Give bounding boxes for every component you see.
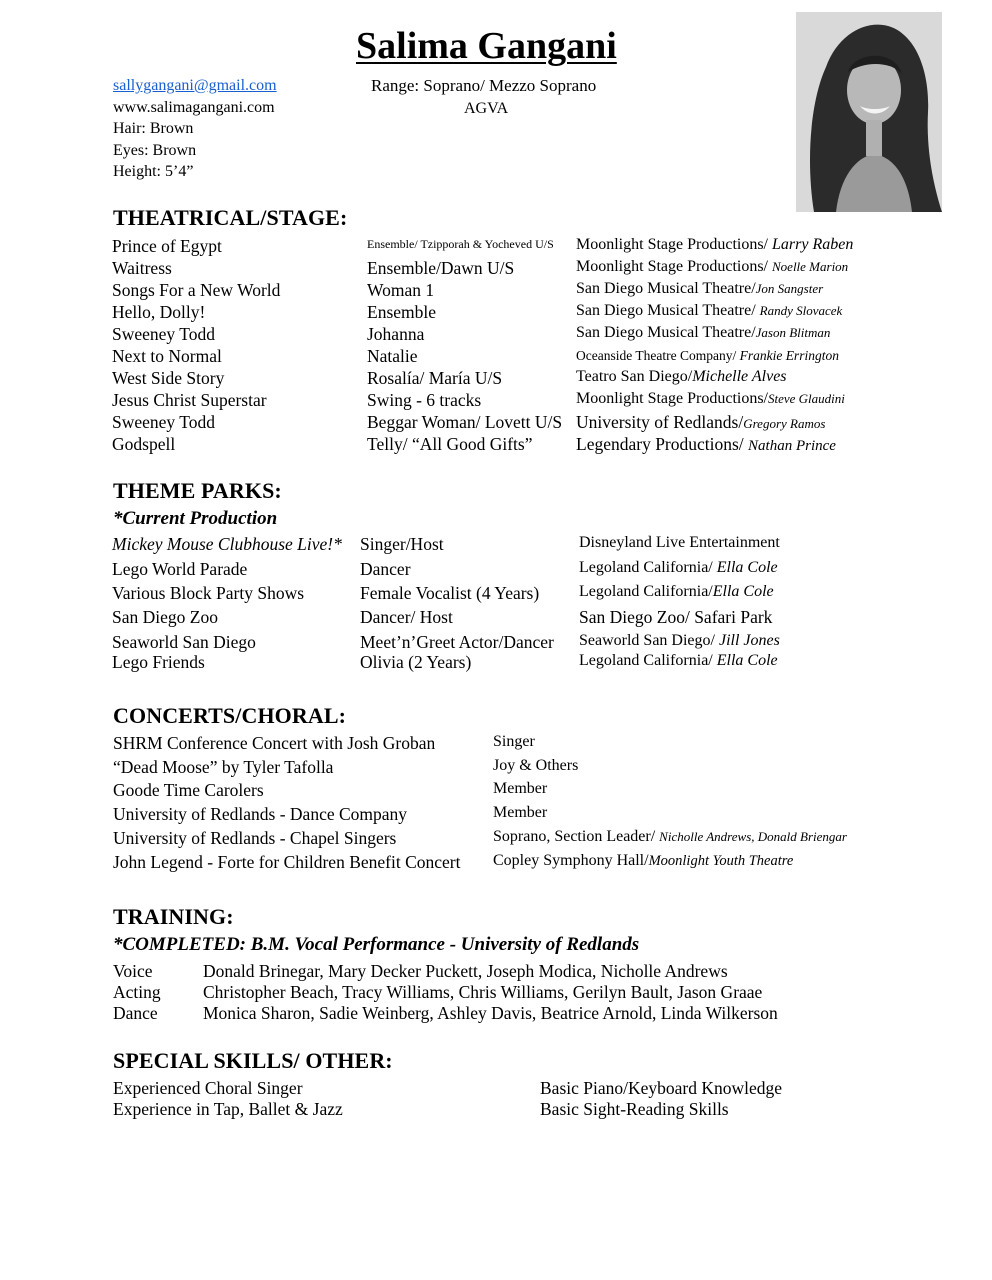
director: Gregory Ramos (743, 416, 826, 431)
director: Nicholle Andrews, Donald Briengar (659, 829, 847, 844)
company-name: Legoland California/ (579, 559, 717, 576)
website-text: www.salimagangani.com (113, 98, 275, 116)
director: Nathan Prince (748, 438, 836, 454)
role: Member (493, 780, 548, 797)
role: Ensemble/Dawn U/S (367, 258, 515, 278)
theme-parks-table (112, 534, 992, 674)
degree-note: *COMPLETED: B.M. Vocal Performance - University of Redlands (113, 934, 640, 955)
role: Johanna (367, 324, 425, 344)
role: Dancer/ Host (360, 607, 453, 627)
company-name: Legoland California/ (579, 652, 717, 669)
headshot-illustration (796, 12, 942, 212)
company (576, 324, 830, 342)
company (576, 348, 839, 364)
company (579, 632, 780, 650)
company (579, 583, 774, 601)
role (493, 852, 793, 870)
company-name: Legendary Productions/ (576, 434, 749, 454)
role: Joy & Others (493, 757, 579, 774)
theatrical-table (112, 236, 992, 461)
company: Disneyland Live Entertainment (579, 534, 780, 551)
company-name: Teatro San Diego/ (576, 368, 693, 385)
section-title-theme-parks: THEME PARKS: (113, 478, 282, 503)
role-name: Copley Symphony Hall/ (493, 852, 649, 869)
concerts-table (113, 733, 983, 878)
hair-text: Hair: Brown (113, 120, 194, 137)
contact-block (113, 75, 277, 183)
event: University of Redlands - Dance Company (113, 804, 408, 824)
director: Michelle Alves (692, 368, 787, 385)
skills-list (113, 1078, 983, 1122)
director: Randy Slovacek (759, 303, 843, 318)
company-name: Moonlight Stage Productions/ (576, 236, 772, 253)
role: Singer (493, 733, 535, 750)
email-link[interactable]: sallygangani@gmail.com (113, 77, 277, 94)
show-title: Seaworld San Diego (112, 632, 256, 652)
company (576, 368, 787, 386)
company-name: San Diego Musical Theatre/ (576, 324, 756, 341)
show-title: Mickey Mouse Clubhouse Live!* (112, 534, 342, 554)
section-title-concerts: CONCERTS/CHORAL: (113, 703, 347, 728)
company (576, 258, 848, 276)
show-title: Jesus Christ Superstar (112, 390, 267, 410)
role: Dancer (360, 559, 411, 579)
director: Jon Sangster (755, 281, 824, 296)
show-title: Hello, Dolly! (112, 302, 206, 322)
role: Ensemble (367, 302, 437, 322)
company-name: Moonlight Stage Productions/ (576, 258, 772, 275)
director: Larry Raben (772, 236, 854, 253)
company-name: Oceanside Theatre Company/ (576, 348, 740, 363)
company-name: Seaworld San Diego/ (579, 632, 719, 649)
show-title: Lego Friends (112, 652, 205, 672)
role: Meet’n’Greet Actor/Dancer (360, 632, 554, 652)
company (576, 302, 842, 320)
event: “Dead Moose” by Tyler Tafolla (113, 757, 334, 777)
company (579, 559, 778, 577)
director: Ella Cole (712, 583, 774, 600)
union-text: AGVA (464, 100, 509, 117)
director: Ella Cole (716, 652, 778, 669)
show-title: San Diego Zoo (112, 607, 218, 627)
director: Moonlight Youth Theatre (648, 853, 794, 869)
role: Member (493, 804, 548, 821)
show-title: Next to Normal (112, 346, 222, 366)
show-title: Songs For a New World (112, 280, 281, 300)
height-text: Height: 5’4” (113, 163, 194, 180)
skill: Experienced Choral Singer (113, 1078, 303, 1098)
training-table (113, 961, 983, 1027)
company-name: Moonlight Stage Productions/ (576, 390, 768, 407)
event: Goode Time Carolers (113, 780, 264, 800)
show-title: Lego World Parade (112, 559, 248, 579)
skill: Basic Piano/Keyboard Knowledge (540, 1078, 783, 1098)
section-title-theatrical: THEATRICAL/STAGE: (113, 205, 348, 230)
role-name: Soprano, Section Leader/ (493, 828, 660, 845)
company (576, 434, 836, 455)
eyes-text: Eyes: Brown (113, 141, 197, 159)
director: Frankie Errington (739, 348, 839, 363)
event: University of Redlands - Chapel Singers (113, 828, 397, 848)
show-title: Sweeney Todd (112, 412, 215, 432)
resume-name: Salima Gangani (356, 25, 617, 67)
company-name: University of Redlands/ (576, 412, 744, 432)
show-title: Godspell (112, 434, 176, 454)
show-title: Sweeney Todd (112, 324, 215, 344)
director: Steve Glaudini (768, 391, 845, 406)
show-title: Waitress (112, 258, 172, 278)
company: San Diego Zoo/ Safari Park (579, 607, 773, 627)
section-title-skills: SPECIAL SKILLS/ OTHER: (113, 1048, 393, 1073)
section-title-training: TRAINING: (113, 904, 234, 929)
company-name: Legoland California/ (579, 583, 713, 600)
role: Beggar Woman/ Lovett U/S (367, 412, 563, 432)
show-title: West Side Story (112, 368, 225, 388)
director: Jason Blitman (755, 325, 831, 340)
role: Woman 1 (367, 280, 435, 300)
teachers: Monica Sharon, Sadie Weinberg, Ashley Davis, Beatrice Arnold, Linda Wilkerson (203, 1003, 778, 1023)
training-area: Dance (113, 1003, 158, 1023)
training-area: Voice (113, 961, 153, 981)
role: Olivia (2 Years) (360, 652, 472, 672)
skill: Experience in Tap, Ballet & Jazz (113, 1099, 343, 1119)
director: Noelle Marion (772, 259, 849, 274)
company (576, 236, 853, 254)
show-title: Various Block Party Shows (112, 583, 305, 603)
role: Swing - 6 tracks (367, 390, 482, 410)
company (576, 412, 825, 433)
role: Female Vocalist (4 Years) (360, 583, 540, 603)
role: Singer/Host (360, 534, 444, 554)
teachers: Donald Brinegar, Mary Decker Puckett, Joseph Modica, Nicholle Andrews (203, 961, 728, 981)
headshot-photo (796, 12, 942, 212)
company (579, 652, 778, 670)
event: SHRM Conference Concert with Josh Groban (113, 733, 436, 753)
training-area: Acting (113, 982, 161, 1002)
skill: Basic Sight-Reading Skills (540, 1099, 729, 1119)
current-production-note: *Current Production (113, 508, 278, 529)
role: Rosalía/ María U/S (367, 368, 503, 388)
company (576, 280, 823, 298)
company (576, 390, 845, 408)
director: Ella Cole (716, 559, 778, 576)
vocal-range: Range: Soprano/ Mezzo Soprano (371, 76, 597, 95)
show-title: Prince of Egypt (112, 236, 222, 256)
role: Telly/ “All Good Gifts” (367, 434, 533, 454)
role (493, 828, 847, 846)
company-name: San Diego Musical Theatre/ (576, 302, 760, 319)
role: Ensemble/ Tzipporah & Yocheved U/S (367, 237, 554, 251)
company-name: San Diego Musical Theatre/ (576, 280, 756, 297)
event: John Legend - Forte for Children Benefit Concert (113, 852, 461, 872)
teachers: Christopher Beach, Tracy Williams, Chris Williams, Gerilyn Bault, Jason Graae (203, 982, 763, 1002)
role: Natalie (367, 346, 418, 366)
director: Jill Jones (718, 632, 780, 649)
